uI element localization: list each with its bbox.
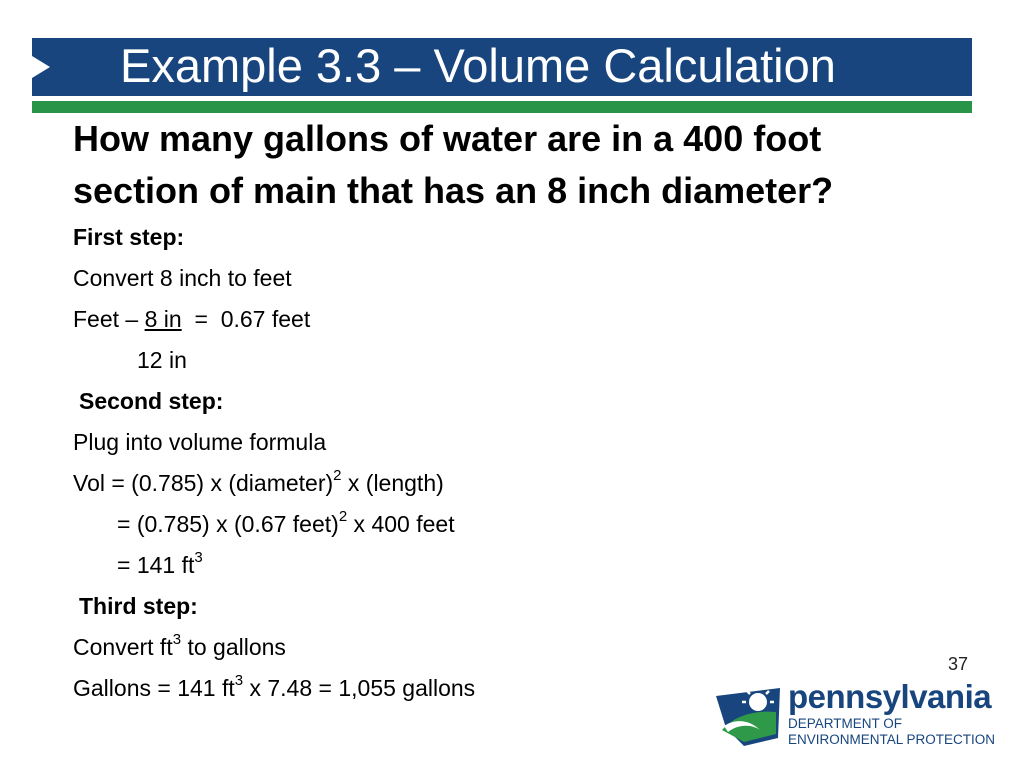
convert-part: Convert ft	[73, 634, 173, 660]
exponent: 2	[338, 508, 348, 526]
volume-formula	[73, 463, 953, 504]
exponent: 3	[172, 631, 182, 649]
substitution-part: x 400 feet	[347, 511, 455, 537]
volume-formula-part: x (length)	[341, 470, 444, 496]
play-arrow-icon	[32, 56, 50, 78]
convert-line: Convert 8 inch to feet	[73, 265, 292, 291]
feet-numerator: 8 in	[144, 306, 182, 332]
feet-result: = 0.67 feet	[181, 306, 311, 332]
substitution-part: = (0.785) x (0.67 feet)	[117, 511, 339, 537]
slide-content	[73, 113, 953, 709]
exponent: 3	[234, 672, 244, 690]
third-step-heading: Third step:	[79, 593, 198, 619]
volume-formula-part: Vol = (0.785) x (diameter)	[73, 470, 334, 496]
feet-prefix: Feet –	[73, 306, 145, 332]
volume-substitution	[73, 504, 953, 545]
logo-name: pennsylvania	[788, 678, 992, 715]
result-part: = 141 ft	[117, 552, 195, 578]
pa-dep-logo	[714, 680, 1014, 750]
gallons-part: Gallons = 141 ft	[73, 675, 235, 701]
volume-result	[73, 545, 953, 586]
first-step-heading: First step:	[73, 224, 185, 250]
feet-denominator: 12 in	[137, 347, 187, 373]
convert-to-gallons-line	[73, 627, 953, 668]
question-text: How many gallons of water are in a 400 foot section of main that has an 8 inch diameter?	[73, 118, 834, 211]
gallons-part: x 7.48 = 1,055 gallons	[243, 675, 476, 701]
plug-line: Plug into volume formula	[73, 429, 327, 455]
title-divider	[32, 101, 972, 113]
slide-title: Example 3.3 – Volume Calculation	[120, 39, 836, 92]
exponent: 2	[333, 467, 342, 485]
page-number: 37	[948, 654, 969, 674]
convert-part: to gallons	[181, 634, 286, 660]
second-step-heading: Second step:	[79, 388, 224, 414]
feet-equation	[73, 299, 953, 340]
keystone-logo-icon	[714, 680, 784, 750]
exponent: 3	[194, 549, 203, 567]
logo-department: DEPARTMENT OF ENVIRONMENTAL PROTECTION	[788, 716, 996, 747]
